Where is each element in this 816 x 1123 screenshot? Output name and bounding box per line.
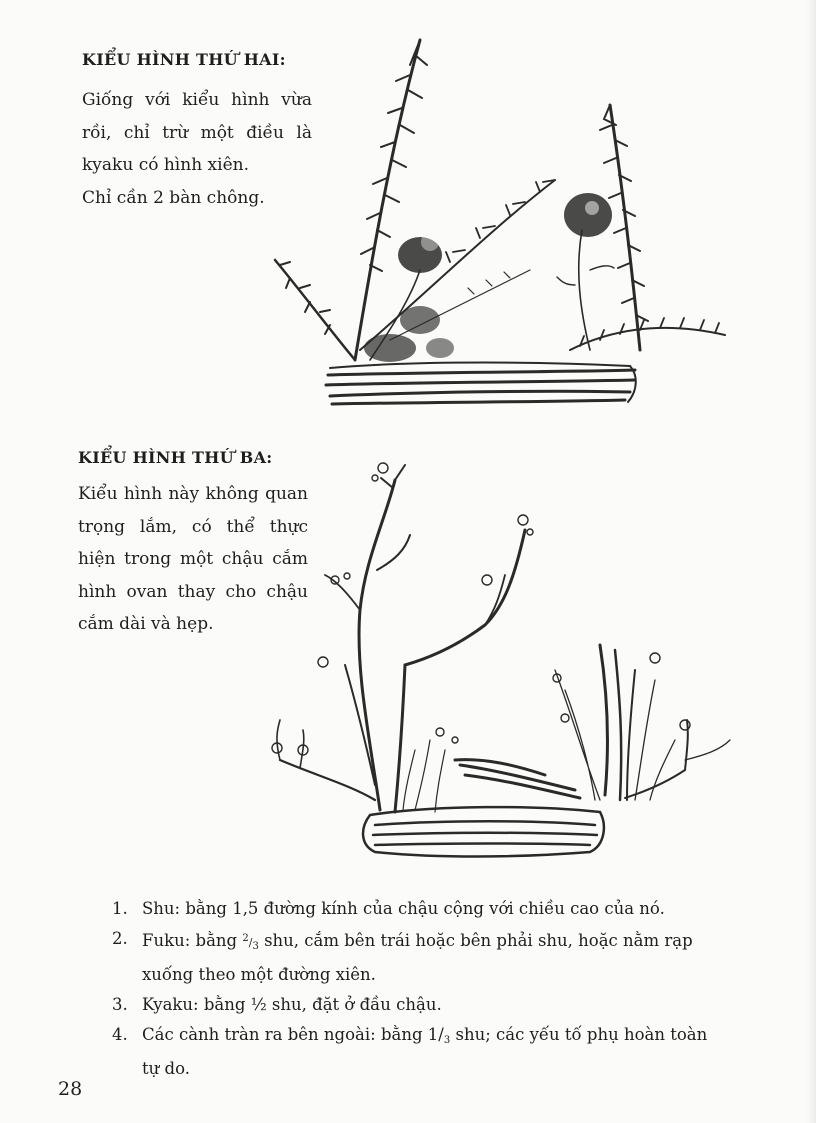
section-three-line: hiện trong một chậu cắm — [78, 549, 308, 569]
list-text-before: Fuku: bằng — [142, 931, 238, 950]
list-number: 3. — [112, 995, 128, 1014]
list-number: 4. — [112, 1025, 128, 1044]
fraction-two-thirds: $^2/_3$ — [242, 933, 259, 952]
list-item — [112, 991, 727, 1019]
list-number: 1. — [112, 899, 128, 918]
section-three-line: hình ovan thay cho chậu — [78, 581, 308, 602]
section-two-line: Chỉ cần 2 bàn chông. — [82, 187, 265, 208]
list-number: 2. — [112, 929, 128, 948]
section-three-line: Kiểu hình này không quan — [78, 484, 308, 504]
list-text-before: Các cành tràn ra bên ngoài: bằng 1/ — [142, 1025, 444, 1044]
list-text-after: shu; các yếu tố phụ hoàn toàn tự do. — [142, 1025, 708, 1078]
list-item — [112, 895, 727, 923]
section-three-line: cắm dài và hẹp. — [78, 614, 214, 634]
section-two-line: rồi, chỉ trừ một điều là — [82, 122, 312, 143]
proportions-list — [112, 895, 727, 1085]
section-two-heading: KIỂU HÌNH THỨ HAI: — [82, 50, 286, 69]
scan-edge-shadow — [806, 0, 816, 1123]
list-text: Kyaku: bằng ½ shu, đặt ở đầu chậu. — [142, 995, 442, 1014]
list-item — [112, 925, 727, 989]
section-three-heading: KIỂU HÌNH THỨ BA: — [78, 448, 273, 467]
list-text-after: shu, cắm bên trái hoặc bên phải shu, hoặc nằm rạp xuống theo một đường xiên. — [142, 931, 693, 984]
section-two-line: kyaku có hình xiên. — [82, 155, 249, 175]
illustration-drawing — [270, 30, 740, 420]
illustration-drawing — [255, 440, 735, 880]
list-text: Shu: bằng 1,5 đường kính của chậu cộng với chiều cao của nó. — [142, 899, 665, 918]
ikebana-illustration-style-three — [255, 440, 735, 880]
fraction-one-third: 3 — [443, 1035, 451, 1046]
ikebana-illustration-style-two — [270, 30, 740, 420]
list-item — [112, 1021, 727, 1083]
section-two-line: Giống với kiểu hình vừa — [82, 90, 312, 110]
page-number: 28 — [58, 1078, 83, 1100]
section-three-line: trọng lắm, có thể thực — [78, 516, 308, 537]
